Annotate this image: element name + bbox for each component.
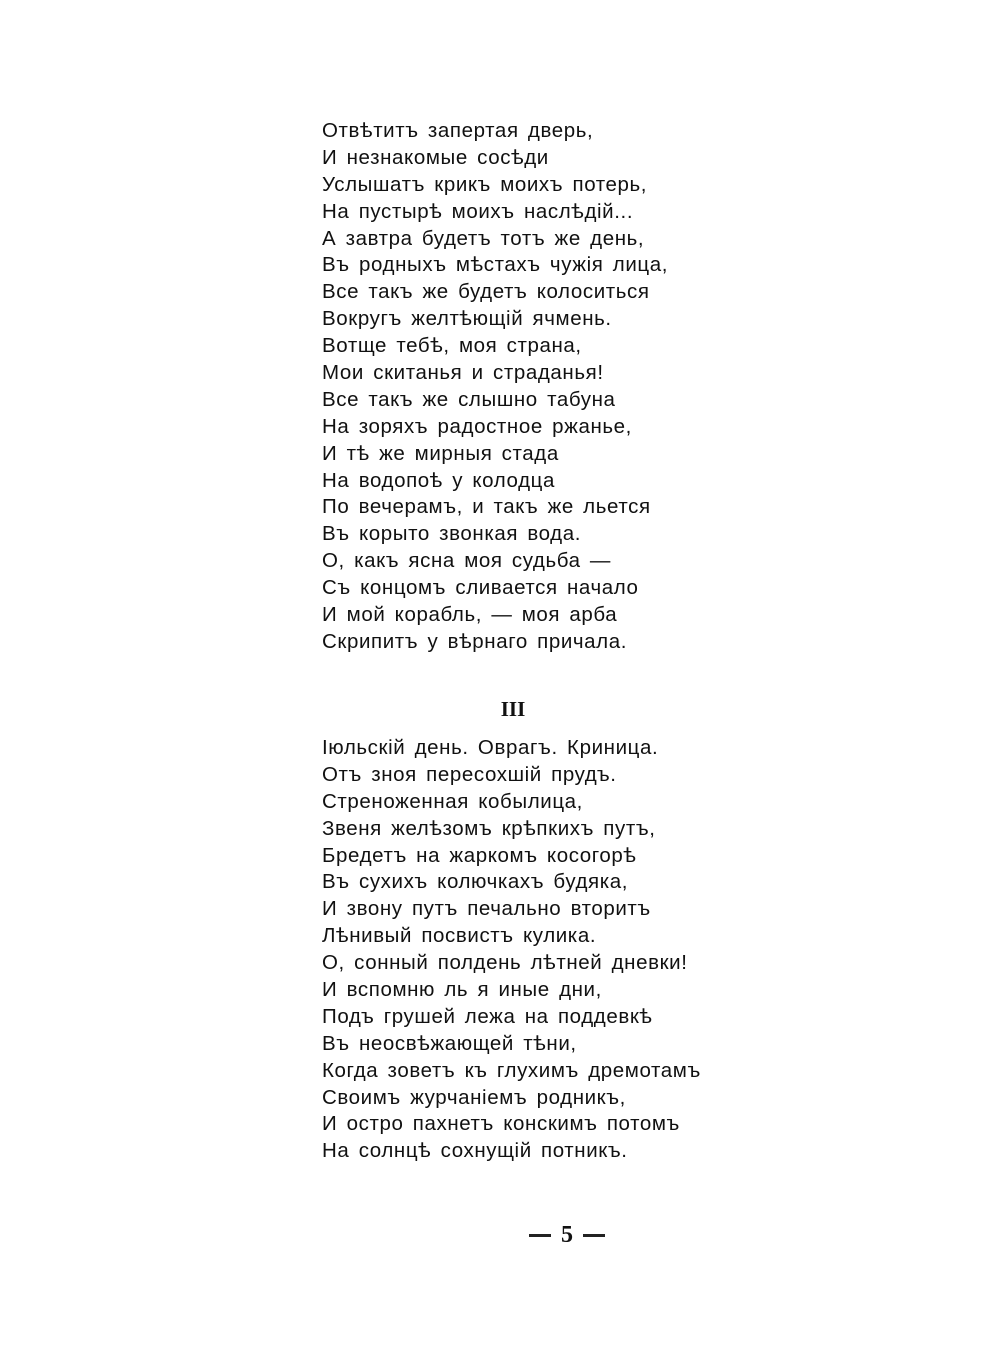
poem-line: Стреноженная кобылица, (322, 789, 583, 813)
poem-line: Въ корыто звонкая вода. (322, 522, 582, 546)
poem-line: И мой корабль, — моя арба (322, 603, 618, 627)
poem-line: Вокругъ желтѣющій ячмень. (322, 307, 612, 331)
poem-line: И вспомню ль я иные дни, (322, 978, 602, 1002)
poem-line: Отвѣтитъ запертая дверь, (322, 119, 594, 142)
poem-line: Все такъ же будетъ колоситься (322, 280, 650, 304)
poem-line: Въ неосвѣжающей тѣни, (322, 1031, 577, 1055)
poem-line: И незнакомые сосѣди (322, 145, 549, 169)
poem-line: Іюльскій день. Оврагъ. Криница. (322, 736, 659, 759)
ornament-dash-right (583, 1234, 605, 1237)
poem-line: На пустырѣ моихъ наслѣдій... (322, 199, 634, 223)
poem-line: Скрипитъ у вѣрнаго причала. (322, 629, 628, 653)
poem-line: Бредетъ на жаркомъ косогорѣ (322, 843, 637, 867)
page-number-footer (0, 1222, 1000, 1249)
poem-line: Своимъ журчаніемъ родникъ, (322, 1085, 626, 1109)
poem-line: Когда зоветъ къ глухимъ дремотамъ (322, 1058, 701, 1082)
poem-line: И звону путъ печально вторитъ (322, 897, 651, 921)
poem-line: Лѣнивый посвистъ кулика. (322, 924, 597, 948)
poem-line: На солнцѣ сохнущій потникъ. (322, 1139, 628, 1163)
poem-line: И остро пахнетъ конскимъ потомъ (322, 1112, 680, 1136)
poem-stanza-1 (322, 118, 668, 656)
poem-line: О, какъ ясна моя судьба — (322, 549, 612, 573)
poem-line: Мои скитанья и страданья! (322, 361, 604, 385)
poem-line: На водопоѣ у колодца (322, 468, 555, 492)
poem-line: И тѣ же мирныя стада (322, 441, 559, 465)
poem-line: Отъ зноя пересохшій прудъ. (322, 762, 617, 786)
poem-line: Въ сухихъ колючкахъ будяка, (322, 870, 629, 894)
poem-line: На зоряхъ радостное ржанье, (322, 414, 632, 438)
section-heading: III (500, 697, 526, 721)
poem-line: По вечерамъ, и такъ же льется (322, 495, 651, 519)
poem-stanza-2 (322, 735, 701, 1165)
poem-line: Вотще тебѣ, моя страна, (322, 334, 582, 358)
poem-line: Подъ грушей лежа на поддевкѣ (322, 1004, 653, 1028)
page-number: 5 (561, 1222, 573, 1248)
poem-line: Въ родныхъ мѣстахъ чужія лица, (322, 253, 669, 277)
ornament-dash-left (529, 1234, 551, 1237)
poem-line: Съ концомъ сливается начало (322, 576, 639, 600)
poem-line: А завтра будетъ тотъ же день, (322, 226, 645, 250)
poem-line: Услышатъ крикъ моихъ потерь, (322, 172, 648, 196)
poem-line: Все такъ же слышно табуна (322, 387, 616, 411)
poem-line: Звеня желѣзомъ крѣпкихъ путъ, (322, 816, 656, 840)
poem-line: О, сонный полдень лѣтней дневки! (322, 951, 688, 975)
